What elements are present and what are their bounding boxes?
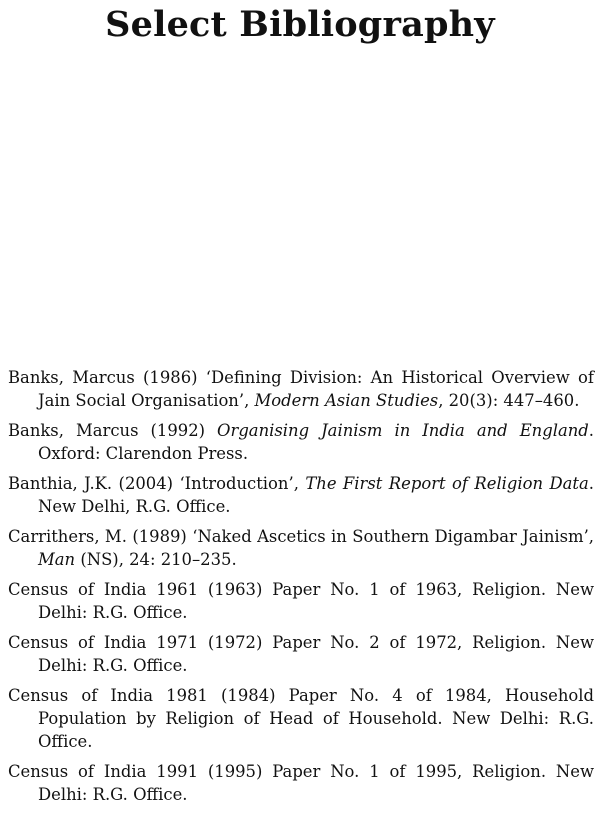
entry-text: Census of India 1961 (1963) Paper No. 1 of 1963, Religion. New Delhi: R.G. Office.	[8, 580, 594, 622]
bibliography-entry	[8, 760, 594, 806]
entry-text: Census of India 1981 (1984) Paper No. 4 of 1984, Household Population by Religion of Head of Household. New Delhi: R.G. Office.	[8, 686, 594, 751]
entry-italic-title: Modern Asian Studies	[254, 391, 439, 410]
entry-text-end: . New Delhi, R.G. Office.	[38, 474, 594, 516]
bibliography-entry	[8, 419, 594, 465]
entry-text: Census of India 1971 (1972) Paper No. 2 of 1972, Religion. New Delhi: R.G. Office.	[8, 633, 594, 675]
bibliography-entry	[8, 578, 594, 624]
entry-text: Census of India 1991 (1995) Paper No. 1 of 1995, Religion. New Delhi: R.G. Office.	[8, 762, 594, 804]
bibliography-entry	[8, 631, 594, 677]
entry-text-end: , 20(3): 447–460.	[438, 391, 580, 410]
entry-italic-title: The First Report of Religion Data	[305, 474, 589, 493]
bibliography-list	[8, 366, 594, 813]
bibliography-entry	[8, 525, 594, 571]
entry-italic-title: Organising Jainism in India and England	[217, 421, 589, 440]
bibliography-entry	[8, 684, 594, 753]
bibliography-entry	[8, 366, 594, 412]
entry-text-end: (NS), 24: 210–235.	[75, 550, 237, 569]
entry-text: Banks, Marcus (1992)	[8, 421, 218, 440]
entry-text-end: . Oxford: Clarendon Press.	[38, 421, 594, 463]
bibliography-entry	[8, 472, 594, 518]
entry-italic-title: Man	[38, 550, 76, 569]
entry-text: Banks, Marcus (1986) ‘Defining Division: An Historical Overview of Jain Social Organisation’,	[8, 368, 594, 410]
entry-text: Banthia, J.K. (2004) ‘Introduction’,	[8, 474, 306, 493]
entry-text: Carrithers, M. (1989) ‘Naked Ascetics in Southern Digambar Jainism’,	[8, 527, 594, 546]
page-title: Select Bibliography	[105, 4, 495, 45]
